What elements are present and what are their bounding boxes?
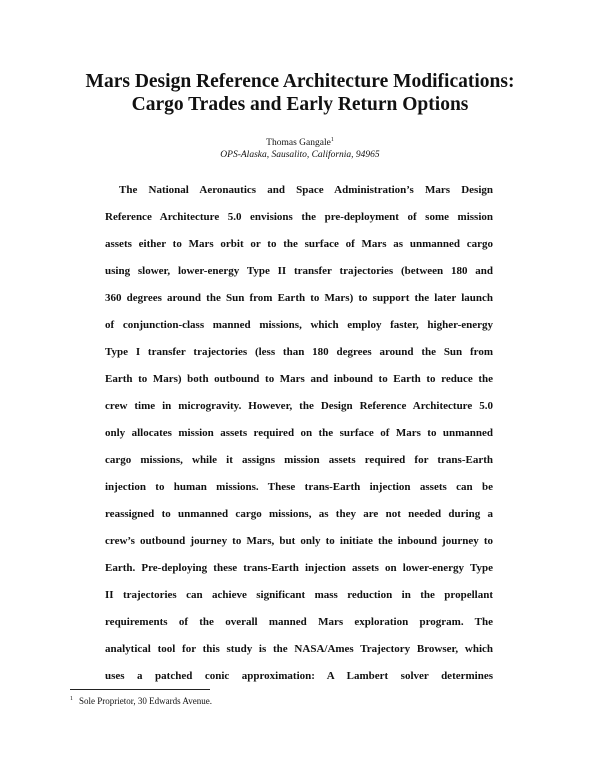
abstract-line: The National Aeronautics and Space Administration’s Mars Design <box>119 184 493 196</box>
author-affiliation: OPS-Alaska, Sausalito, California, 94965 <box>220 150 380 160</box>
abstract-line: cargo missions, while it assigns mission assets required for trans-Earth <box>105 454 493 466</box>
abstract-line: crew time in microgravity. However, the Design Reference Architecture 5.0 <box>105 400 493 412</box>
footnote-text: Sole Proprietor, 30 Edwards Avenue. <box>79 696 212 706</box>
title-line-2: Cargo Trades and Early Return Options <box>131 94 469 115</box>
abstract-line: Earth. Pre-deploying these trans-Earth injection assets on lower-energy Type <box>105 562 493 574</box>
author-name: Thomas Gangale <box>266 138 331 148</box>
footnote-divider <box>70 689 210 690</box>
paper-title <box>60 70 540 116</box>
abstract-line: reassigned to unmanned cargo missions, as they are not needed during a <box>105 508 493 520</box>
abstract-line: of conjunction-class manned missions, which employ faster, higher-energy <box>105 319 493 331</box>
footnote <box>70 695 212 707</box>
footnote-marker: 1 <box>70 696 73 702</box>
abstract-line: analytical tool for this study is the NASA/Ames Trajectory Browser, which <box>105 643 493 655</box>
abstract-line: Earth to Mars) both outbound to Mars and inbound to Earth to reduce the <box>105 373 493 385</box>
author-line <box>0 137 600 149</box>
abstract-line: injection to human missions. These trans-Earth injection assets can be <box>105 481 493 493</box>
title-line-1: Mars Design Reference Architecture Modifications: <box>85 71 515 92</box>
abstract-line: Reference Architecture 5.0 envisions the pre-deployment of some mission <box>105 211 493 223</box>
abstract-line: uses a patched conic approximation: A Lambert solver determines <box>105 670 493 682</box>
abstract-line: requirements of the overall manned Mars exploration program. The <box>105 616 493 628</box>
abstract-line: using slower, lower-energy Type II transfer trajectories (between 180 and <box>105 265 493 277</box>
abstract-line: 360 degrees around the Sun from Earth to Mars) to support the later launch <box>105 292 493 304</box>
abstract-line: crew’s outbound journey to Mars, but only to initiate the inbound journey to <box>105 535 493 547</box>
author-footnote-marker: 1 <box>330 136 334 143</box>
abstract-line: II trajectories can achieve significant mass reduction in the propellant <box>105 589 493 601</box>
abstract <box>105 177 493 690</box>
abstract-line: assets either to Mars orbit or to the surface of Mars as unmanned cargo <box>105 238 493 250</box>
abstract-line: only allocates mission assets required on the surface of Mars to unmanned <box>105 427 493 439</box>
abstract-line: Type I transfer trajectories (less than 180 degrees around the Sun from <box>105 346 493 358</box>
